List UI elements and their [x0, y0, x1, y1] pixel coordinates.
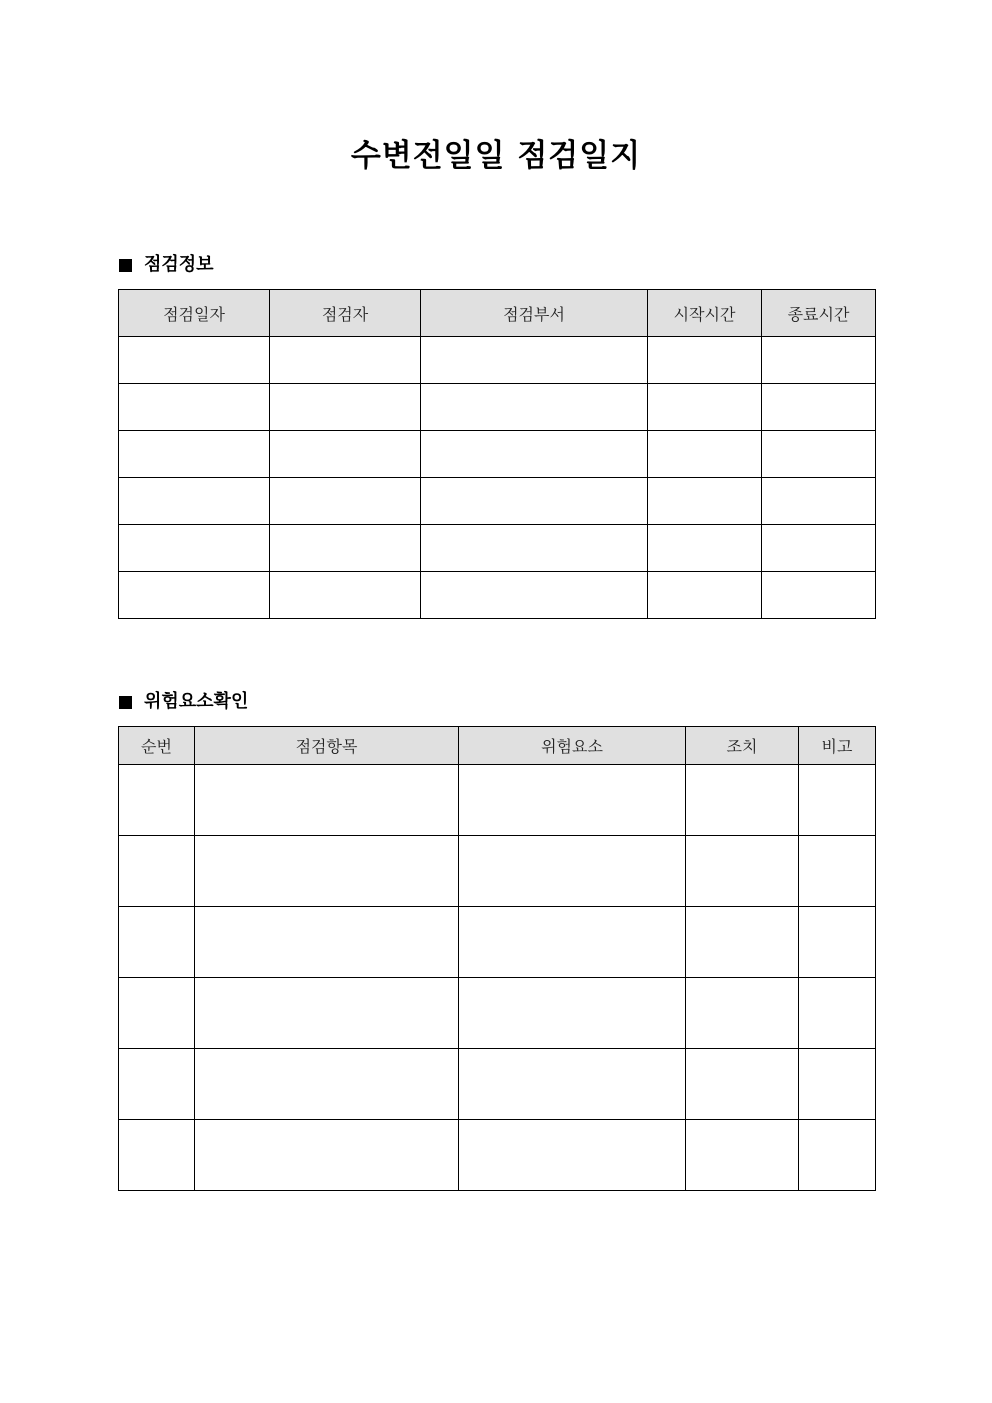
section-heading-risk-check — [119, 690, 248, 714]
table-cell[interactable] — [195, 978, 459, 1049]
table-cell[interactable] — [270, 431, 421, 478]
table-cell[interactable] — [421, 572, 648, 619]
table-cell[interactable] — [270, 525, 421, 572]
table-cell[interactable] — [799, 978, 876, 1049]
table-cell[interactable] — [195, 907, 459, 978]
table-header-row — [119, 727, 876, 765]
table-cell[interactable] — [459, 765, 686, 836]
table-cell[interactable] — [762, 431, 876, 478]
risk-check-table — [118, 726, 876, 1191]
column-header-inspector: 점검자 — [270, 290, 421, 337]
table-cell[interactable] — [270, 384, 421, 431]
inspection-info-table — [118, 289, 876, 619]
table-cell[interactable] — [195, 1120, 459, 1191]
table-cell[interactable] — [648, 478, 762, 525]
table-cell[interactable] — [119, 337, 270, 384]
section-heading-label: 점검정보 — [144, 254, 214, 275]
table-cell[interactable] — [195, 765, 459, 836]
table-cell[interactable] — [421, 337, 648, 384]
table-cell[interactable] — [686, 978, 799, 1049]
column-header-department: 점검부서 — [421, 290, 648, 337]
table-row — [119, 337, 876, 384]
section-heading-inspection-info — [119, 253, 214, 277]
table-cell[interactable] — [270, 478, 421, 525]
table-row — [119, 978, 876, 1049]
table-cell[interactable] — [648, 384, 762, 431]
table-cell[interactable] — [270, 572, 421, 619]
table-cell[interactable] — [686, 765, 799, 836]
table-cell[interactable] — [119, 525, 270, 572]
table-row — [119, 765, 876, 836]
table-cell[interactable] — [119, 907, 195, 978]
table-cell[interactable] — [119, 1049, 195, 1120]
section-heading-label: 위험요소확인 — [144, 691, 249, 712]
table-cell[interactable] — [648, 525, 762, 572]
column-header-risk-factor: 위험요소 — [459, 727, 686, 765]
table-cell[interactable] — [799, 765, 876, 836]
table-cell[interactable] — [421, 478, 648, 525]
table-row — [119, 384, 876, 431]
table-cell[interactable] — [686, 1049, 799, 1120]
table-cell[interactable] — [799, 1120, 876, 1191]
table-cell[interactable] — [459, 978, 686, 1049]
table-cell[interactable] — [648, 337, 762, 384]
table-cell[interactable] — [799, 1049, 876, 1120]
table-cell[interactable] — [686, 907, 799, 978]
table-row — [119, 1120, 876, 1191]
table-cell[interactable] — [195, 836, 459, 907]
square-bullet-icon — [119, 696, 132, 709]
table-cell[interactable] — [119, 572, 270, 619]
table-cell[interactable] — [119, 431, 270, 478]
table-cell[interactable] — [762, 478, 876, 525]
table-cell[interactable] — [119, 978, 195, 1049]
column-header-check-item: 점검항목 — [195, 727, 459, 765]
column-header-remarks: 비고 — [799, 727, 876, 765]
table-cell[interactable] — [648, 572, 762, 619]
table-cell[interactable] — [421, 431, 648, 478]
table-cell[interactable] — [799, 836, 876, 907]
table-cell[interactable] — [459, 907, 686, 978]
table-cell[interactable] — [119, 765, 195, 836]
table-cell[interactable] — [762, 572, 876, 619]
table-cell[interactable] — [648, 431, 762, 478]
table-cell[interactable] — [762, 384, 876, 431]
table-row — [119, 525, 876, 572]
table-row — [119, 572, 876, 619]
table-row — [119, 478, 876, 525]
table-cell[interactable] — [459, 1120, 686, 1191]
table-cell[interactable] — [459, 836, 686, 907]
table-cell[interactable] — [119, 384, 270, 431]
column-header-action: 조치 — [686, 727, 799, 765]
square-bullet-icon — [119, 259, 132, 272]
table-cell[interactable] — [686, 836, 799, 907]
table-row — [119, 836, 876, 907]
column-header-start-time: 시작시간 — [648, 290, 762, 337]
table-cell[interactable] — [270, 337, 421, 384]
table-cell[interactable] — [762, 337, 876, 384]
table-cell[interactable] — [119, 1120, 195, 1191]
table-cell[interactable] — [686, 1120, 799, 1191]
column-header-end-time: 종료시간 — [762, 290, 876, 337]
column-header-inspection-date: 점검일자 — [119, 290, 270, 337]
table-cell[interactable] — [421, 525, 648, 572]
table-row — [119, 1049, 876, 1120]
table-cell[interactable] — [119, 478, 270, 525]
column-header-seq-no: 순번 — [119, 727, 195, 765]
table-cell[interactable] — [799, 907, 876, 978]
table-row — [119, 431, 876, 478]
table-row — [119, 907, 876, 978]
table-cell[interactable] — [421, 384, 648, 431]
table-cell[interactable] — [195, 1049, 459, 1120]
table-cell[interactable] — [459, 1049, 686, 1120]
table-cell[interactable] — [119, 836, 195, 907]
table-header-row — [119, 290, 876, 337]
document-title: 수변전일일 점검일지 — [350, 138, 642, 174]
table-cell[interactable] — [762, 525, 876, 572]
